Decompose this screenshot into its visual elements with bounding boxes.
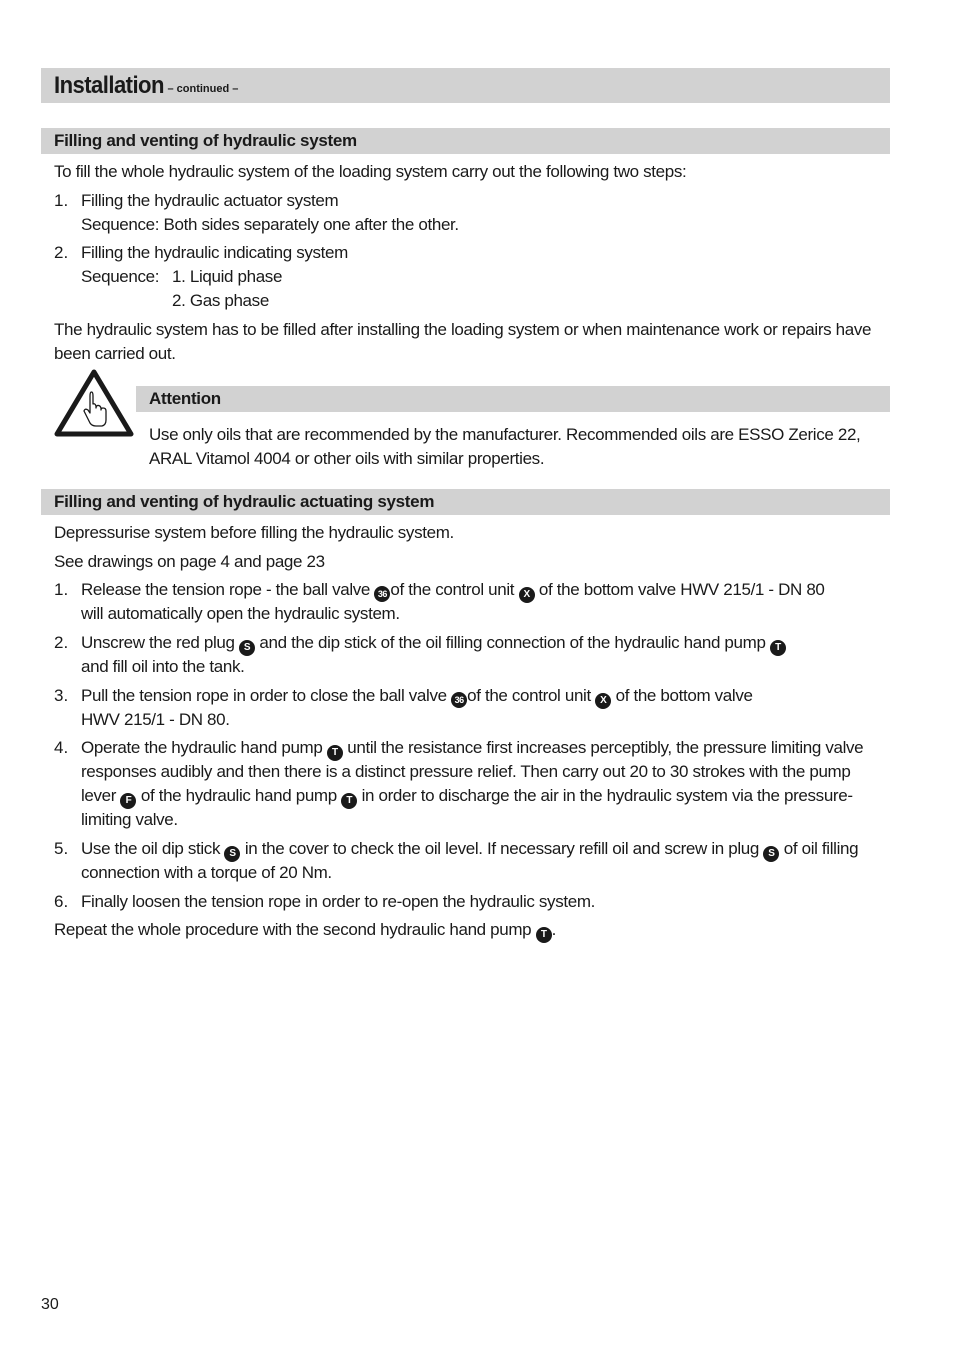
step-text: Use the oil dip stick S in the cover to check the oil level. If necessary refill oil and screw in plug S of oil filling	[81, 837, 858, 862]
callout-s-icon: S	[763, 846, 779, 862]
attention-heading: Attention	[136, 386, 890, 412]
step-number: 2.	[54, 633, 69, 652]
callout-36-icon: 36	[451, 692, 467, 708]
step-text: limiting valve.	[81, 810, 178, 829]
step-text: Filling the hydraulic actuator system	[81, 191, 339, 210]
page-subtitle: – continued –	[167, 82, 239, 95]
step-text: Operate the hydraulic hand pump T until the resistance first increases perceptibly, the pressure limiting valve	[81, 736, 863, 761]
step-text: Sequence: Both sides separately one after the other.	[81, 215, 459, 234]
step-text: Release the tension rope - the ball valve 36 of the control unit X of the bottom valve HWV 215/1 - DN 80	[81, 578, 825, 603]
page-number: 30	[41, 1296, 59, 1313]
callout-x-icon: X	[595, 693, 611, 709]
callout-f-icon: F	[120, 793, 136, 809]
step-number: 4.	[54, 738, 69, 757]
section1-note: been carried out.	[54, 344, 176, 363]
callout-t-icon: T	[327, 745, 343, 761]
step-text: Finally loosen the tension rope in order to re-open the hydraulic system.	[81, 892, 596, 911]
callout-s-icon: S	[224, 846, 240, 862]
step-text: Pull the tension rope in order to close the ball valve 36 of the control unit X of the bottom valve	[81, 684, 753, 709]
page-title-bar	[41, 68, 890, 103]
section1-intro: To fill the whole hydraulic system of the loading system carry out the following two steps:	[54, 162, 687, 181]
step-number: 3.	[54, 686, 69, 705]
step-text: lever F of the hydraulic hand pump T in order to discharge the air in the hydraulic system via the pressure-	[81, 784, 853, 809]
step-text: Filling the hydraulic indicating system	[81, 243, 348, 262]
sequence-item: 2. Gas phase	[172, 291, 269, 310]
callout-t-icon: T	[341, 793, 357, 809]
section1-note: The hydraulic system has to be filled after installing the loading system or when maintenance work or repairs have	[54, 320, 872, 339]
callout-s-icon: S	[239, 640, 255, 656]
step-number: 1.	[54, 191, 69, 210]
sequence-item: 1. Liquid phase	[172, 267, 283, 286]
section-heading-hydraulic-system: Filling and venting of hydraulic system	[41, 128, 890, 154]
section-heading-actuating-system: Filling and venting of hydraulic actuating system	[41, 489, 890, 515]
step-text: HWV 215/1 - DN 80.	[81, 710, 230, 729]
callout-36-icon: 36	[374, 586, 390, 602]
section2-paragraph: Depressurise system before filling the hydraulic system.	[54, 523, 454, 542]
step-number: 2.	[54, 243, 69, 262]
attention-text: Use only oils that are recommended by the manufacturer. Recommended oils are ESSO Zerice 22,	[149, 425, 861, 444]
step-text: Unscrew the red plug S and the dip stick of the oil filling connection of the hydraulic hand pump T	[81, 631, 786, 656]
section2-paragraph: See drawings on page 4 and page 23	[54, 552, 325, 571]
step-number: 5.	[54, 839, 69, 858]
step-text: responses audibly and then there is a distinct pressure relief. Then carry out 20 to 30 strokes with the pump	[81, 762, 851, 781]
section2-final: Repeat the whole procedure with the second hydraulic hand pump T .	[54, 918, 556, 943]
step-number: 1.	[54, 580, 69, 599]
callout-t-icon: T	[536, 927, 552, 943]
callout-t-icon: T	[770, 640, 786, 656]
callout-x-icon: X	[519, 587, 535, 603]
step-text: will automatically open the hydraulic system.	[81, 604, 400, 623]
step-text: connection with a torque of 20 Nm.	[81, 863, 332, 882]
attention-text: ARAL Vitamol 4004 or other oils with similar properties.	[149, 449, 545, 468]
step-number: 6.	[54, 892, 69, 911]
warning-hand-icon	[54, 368, 134, 438]
sequence-label: Sequence:	[81, 267, 160, 286]
step-text: and fill oil into the tank.	[81, 657, 245, 676]
page-title: Installation	[54, 71, 164, 99]
